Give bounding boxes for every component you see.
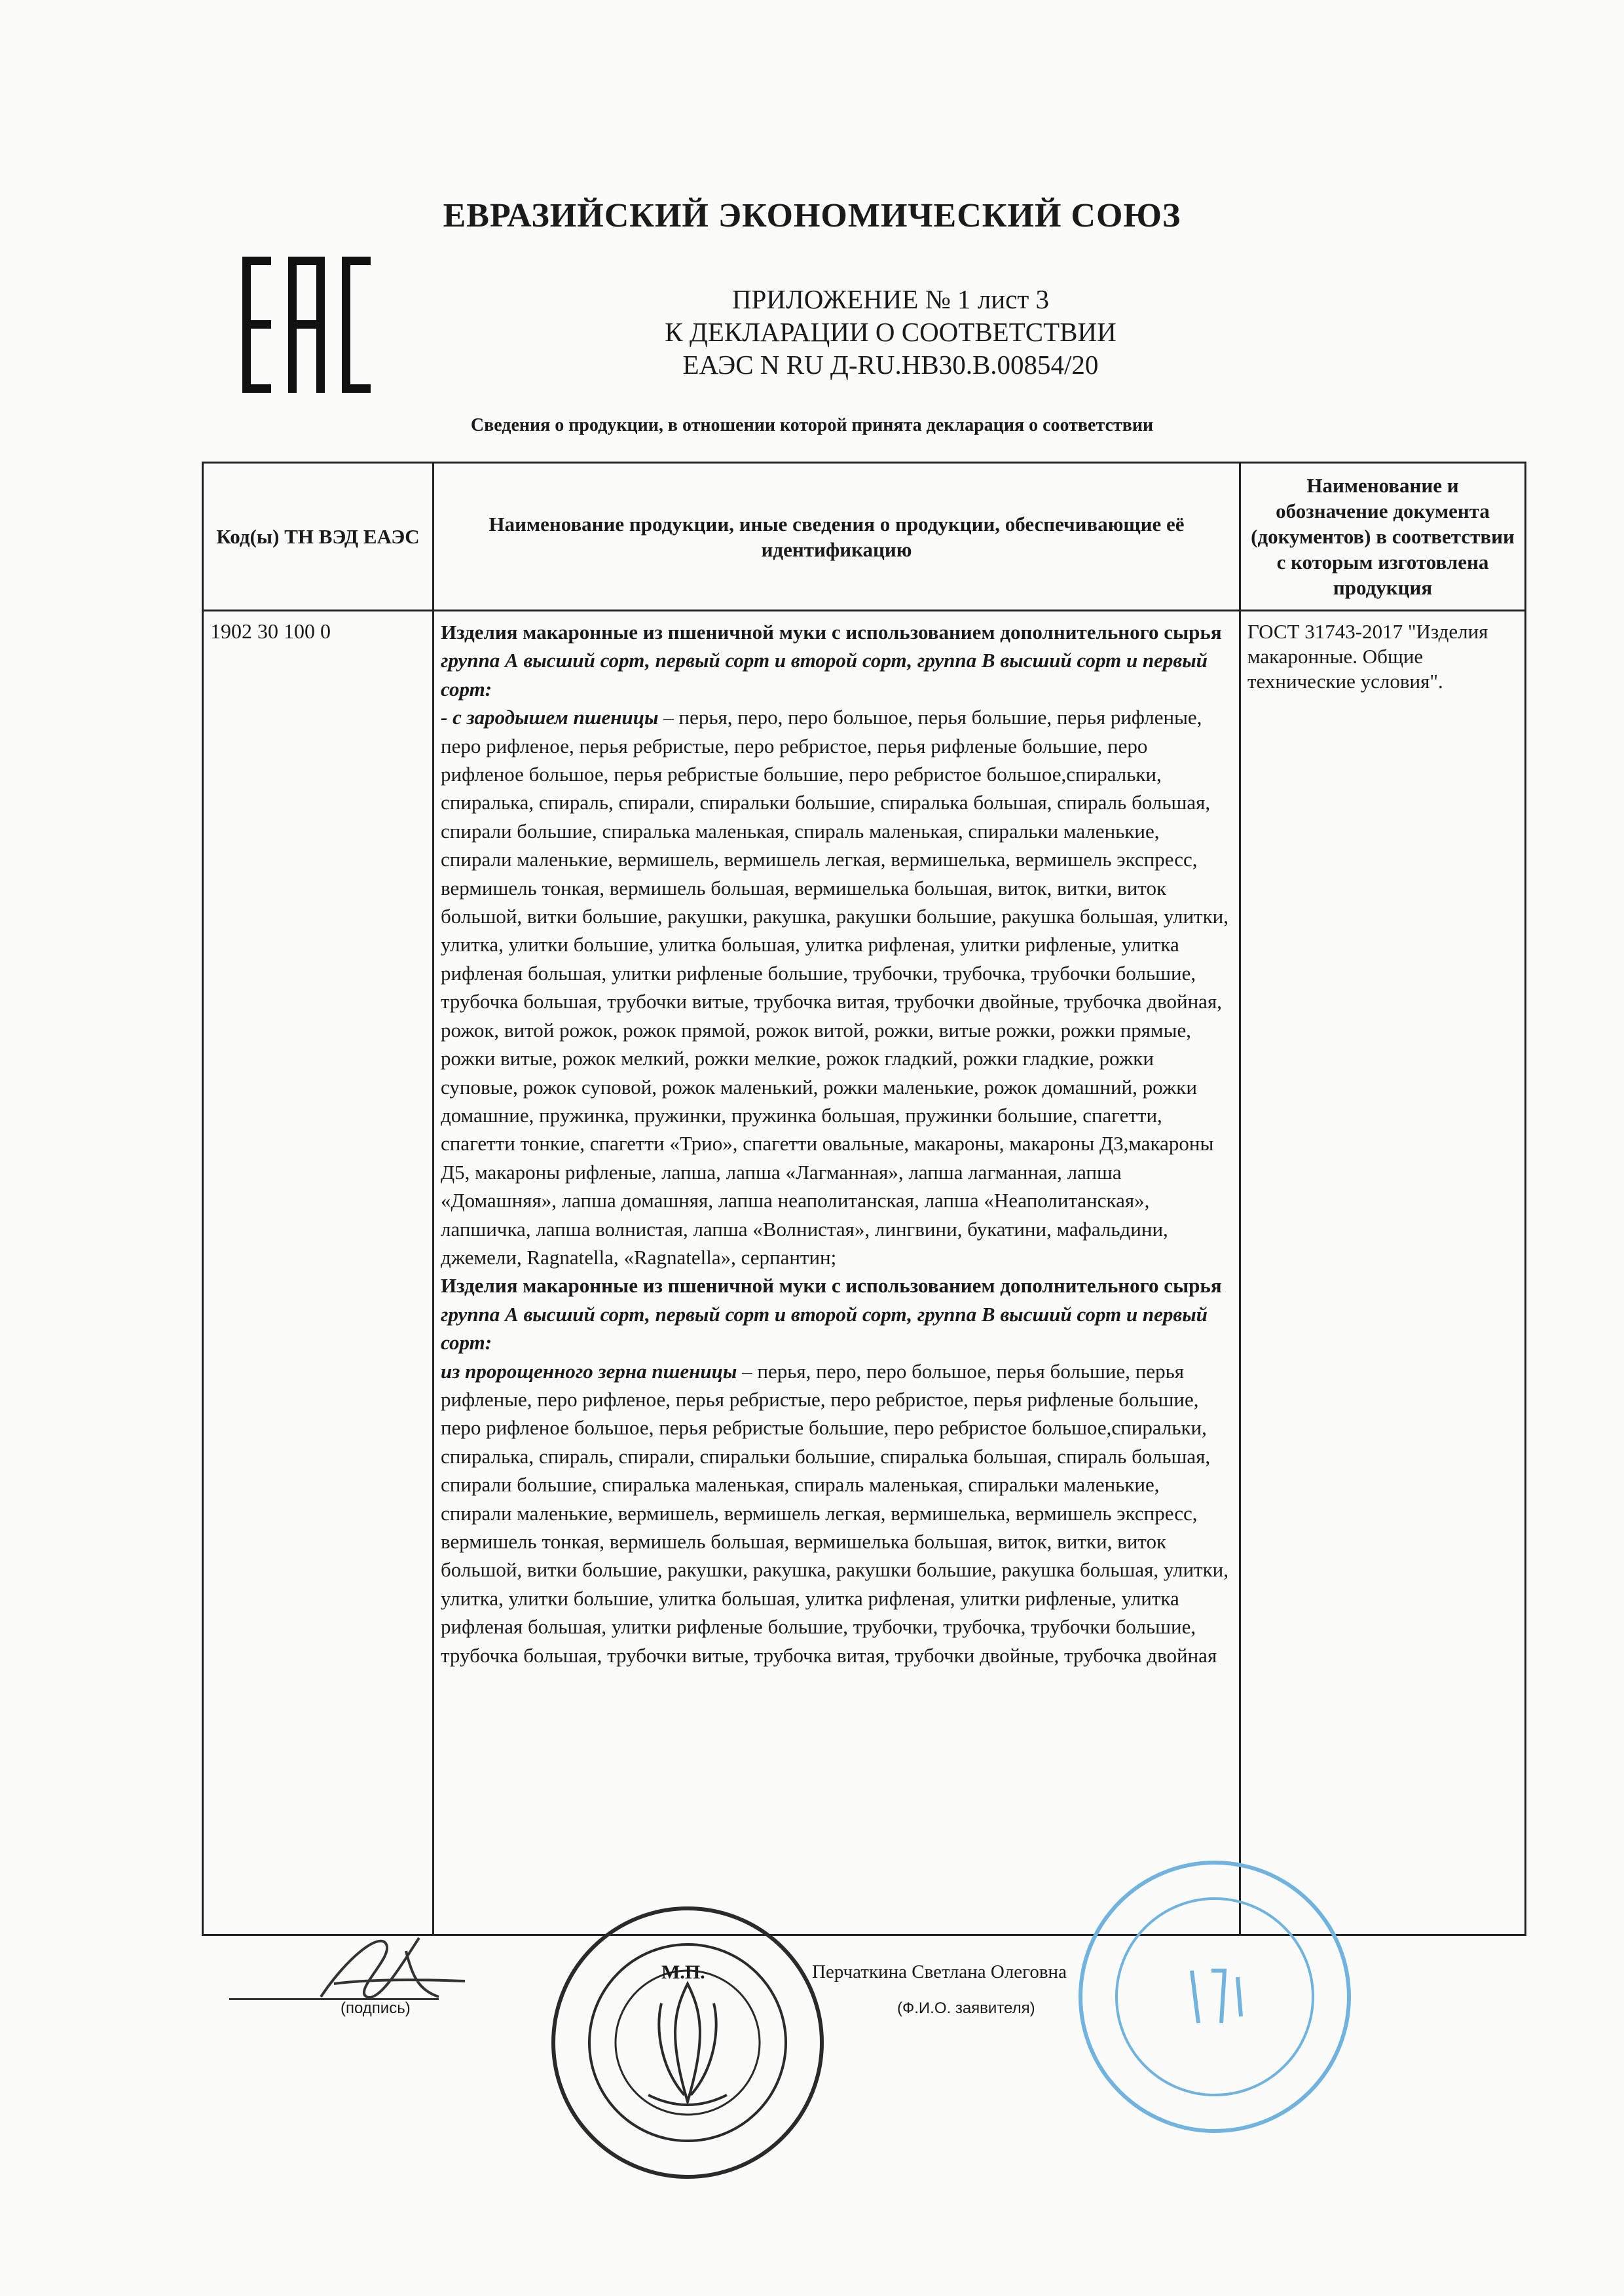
organization-seal — [544, 1899, 832, 2187]
table-row — [203, 611, 1526, 1935]
mp-label: М.П. — [661, 1961, 705, 1983]
header-doc: Наименование и обозначение документа (документов) в соответствии с которым изготовлена продукция — [1240, 463, 1526, 611]
block1-text: – перья, перо, перо большое, перья большие, перья рифленые, перо рифленое, перья ребристые, перо ребристое, перья рифленые большие, перо рифленое большое, перья ребристые большие, перо ребристое большое,спиральки, спиралька, спираль, спирали, спиральки большие, спиралька большая, спираль большая, спирали большие, спиралька маленькая, спираль маленькая, спиральки маленькие, спирали маленькие, вермишель, вермишель легкая, вермишелька, вермишель экспресс, вермишель тонкая, вермишель большая, вермишелька большая, виток, витки, виток большой, витки большие, ракушки, ракушка, ракушки большие, ракушка большая, улитки, улитка, улитки большие, улитка большая, улитка рифленая, улитки рифленые, улитка рифленая большая, улитки рифленые большие, трубочки, трубочка, трубочки большие, трубочка большая, трубочки витые, трубочка витая, трубочки двойные, трубочка двойная, рожок, витой рожок, рожок прямой, рожок витой, рожки, витые рожки, рожки прямые, рожки витые, рожок мелкий, рожки мелкие, рожок гладкий, рожки гладкие, рожки суповые, рожок суповой, рожок маленький, рожки маленькие, рожок домашний, рожки домашние, пружинка, пружинки, пружинка большая, пружинки большие, спагетти, спагетти тонкие, спагетти «Трио», спагетти овальные, макароны, макароны Д3,макароны Д5, макароны рифленые, лапша, лапша «Лагманная», лапша лагманная, лапша «Домашняя», лапша домашняя, лапша неаполитанская, лапша «Неаполитанская», лапшичка, лапша волнистая, лапша «Волнистая», лингвини, букатини, мафальдини, джемели, Ragnatella, «Ragnatella», серпантин; — [441, 706, 1229, 1269]
block2-text: – перья, перо, перо большое, перья большие, перья рифленые, перо рифленое, перья ребристые, перо ребристое, перья рифленые большие, перо рифленое большое, перья ребристые большие, перо ребристое большое,спиральки, спиралька, спираль, спирали, спиральки большие, спиралька большая, спираль большая, спирали большие, спиралька маленькая, спираль маленькая, спиральки маленькие, спирали маленькие, вермишель, вермишель легкая, вермишелька, вермишель экспресс, вермишель тонкая, вермишель большая, вермишелька большая, виток, витки, виток большой, витки большие, ракушки, ракушка, ракушки большие, ракушка большая, улитки, улитка, улитки большие, улитка большая, улитка рифленая, улитки рифленые, улитка рифленая большая, улитки рифленые большие, трубочки, трубочка, трубочки большие, трубочка большая, трубочки витые, трубочка витая, трубочки двойные, трубочка двойная — [441, 1359, 1229, 1667]
appendix-line-1: ПРИЛОЖЕНИЕ № 1 лист 3 — [731, 284, 1050, 314]
header-name: Наименование продукции, иные сведения о продукции, обеспечивающие её идентификацию — [434, 463, 1240, 611]
appendix-heading — [419, 283, 1362, 381]
signer-name: Перчаткина Светлана Олеговна — [812, 1961, 1067, 1982]
block2-heading: Изделия макаронные из пшеничной муки с использованием дополнительного сырья — [441, 1274, 1222, 1298]
union-title: ЕВРАЗИЙСКИЙ ЭКОНОМИЧЕСКИЙ СОЮЗ — [443, 197, 1181, 234]
block2-label: из пророщенного зерна пшеницы — [441, 1359, 737, 1383]
appendix-line-2: К ДЕКЛАРАЦИИ О СООТВЕТСТВИИ — [665, 317, 1116, 347]
fio-caption: (Ф.И.О. заявителя) — [897, 1999, 1035, 2017]
intro-text: Сведения о продукции, в отношении которой принята декларация о соответствии — [470, 415, 1154, 435]
cell-code: 1902 30 100 0 — [203, 611, 434, 1935]
products-table — [202, 462, 1526, 1936]
block1-label: - с зародышем пшеницы — [441, 706, 659, 729]
appendix-line-3: ЕАЭС N RU Д-RU.НВ30.В.00854/20 — [682, 350, 1099, 380]
block1-heading: Изделия макаронные из пшеничной муки с использованием дополнительного сырья — [441, 621, 1222, 644]
signature-caption: (подпись) — [341, 1999, 411, 2017]
block2-heading-italic: группа А высший сорт, первый сорт и второй сорт, группа В высший сорт и первый сорт: — [441, 1302, 1208, 1355]
company-blue-stamp — [1061, 1853, 1369, 2141]
table-header-row — [203, 463, 1526, 611]
cell-description — [434, 611, 1240, 1935]
block1-heading-italic: группа А высший сорт, первый сорт и второй сорт, группа В высший сорт и первый сорт: — [441, 649, 1208, 701]
header-code: Код(ы) ТН ВЭД ЕАЭС — [203, 463, 434, 611]
cell-document: ГОСТ 31743-2017 "Изделия макаронные. Общие технические условия". — [1240, 611, 1526, 1935]
eac-logo — [241, 257, 372, 393]
